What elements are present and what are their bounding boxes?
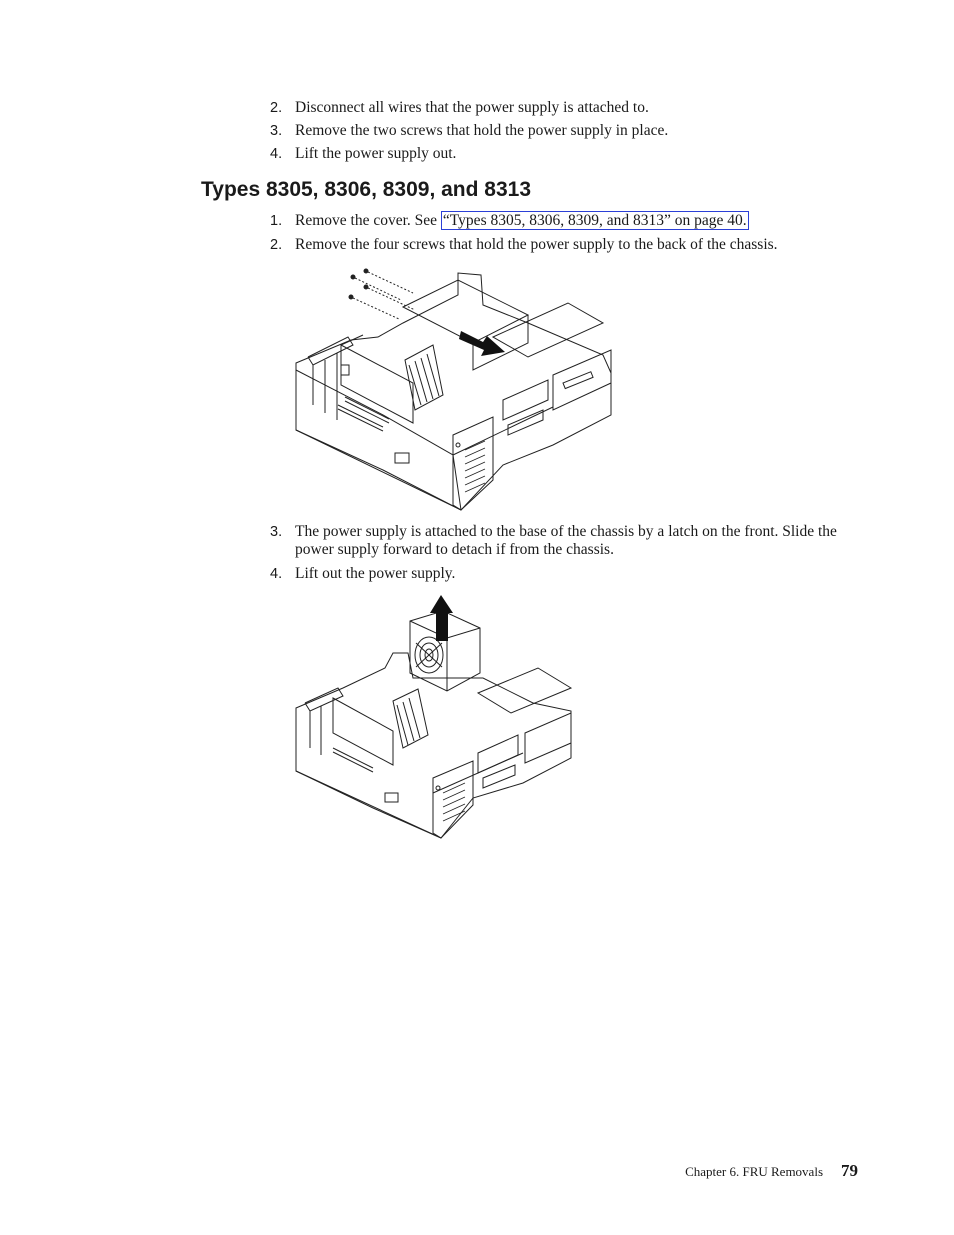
list-item xyxy=(270,565,855,583)
list-item xyxy=(270,145,855,163)
step-text: Remove the cover. See xyxy=(295,212,438,229)
list-item xyxy=(270,212,855,230)
lift-up-arrow-icon xyxy=(430,595,453,641)
cross-reference-link[interactable]: “Types 8305, 8306, 8309, and 8313” on page 40. xyxy=(442,212,747,229)
step-number: 3. xyxy=(270,524,283,540)
chapter-title: Chapter 6. FRU Removals xyxy=(685,1164,823,1179)
step-number: 4. xyxy=(270,566,283,582)
steps-list-b xyxy=(270,212,855,260)
page-number: 79 xyxy=(841,1161,858,1180)
step-number: 2. xyxy=(270,237,283,253)
screw-icon xyxy=(349,269,415,319)
fan-grille-icon xyxy=(415,637,443,673)
step-text: Remove the four screws that hold the power supply to the back of the chassis. xyxy=(295,236,778,253)
step-text: Remove the two screws that hold the power supply in place. xyxy=(295,122,669,139)
list-item xyxy=(270,236,855,254)
step-text: The power supply is attached to the base of the chassis by a latch on the front. Slide the power supply forward to detach if from the chassis. xyxy=(295,523,837,558)
step-text: Lift out the power supply. xyxy=(295,565,456,582)
list-item xyxy=(270,122,855,140)
page-footer xyxy=(685,1161,858,1181)
step-text: Lift the power supply out. xyxy=(295,145,457,162)
power-supply-lift-illustration xyxy=(293,593,575,841)
step-text: Disconnect all wires that the power supply is attached to. xyxy=(295,99,649,116)
step-text-with-link xyxy=(295,212,855,230)
step-number: 3. xyxy=(270,123,283,139)
list-item xyxy=(270,99,855,117)
list-item xyxy=(270,523,855,559)
step-number: 2. xyxy=(270,100,283,116)
power-supply-screws-illustration xyxy=(293,265,613,513)
steps-list-c xyxy=(270,523,855,589)
steps-list-a xyxy=(270,99,855,168)
section-heading: Types 8305, 8306, 8309, and 8313 xyxy=(201,178,532,201)
step-number: 1. xyxy=(270,213,283,229)
step-number: 4. xyxy=(270,146,283,162)
